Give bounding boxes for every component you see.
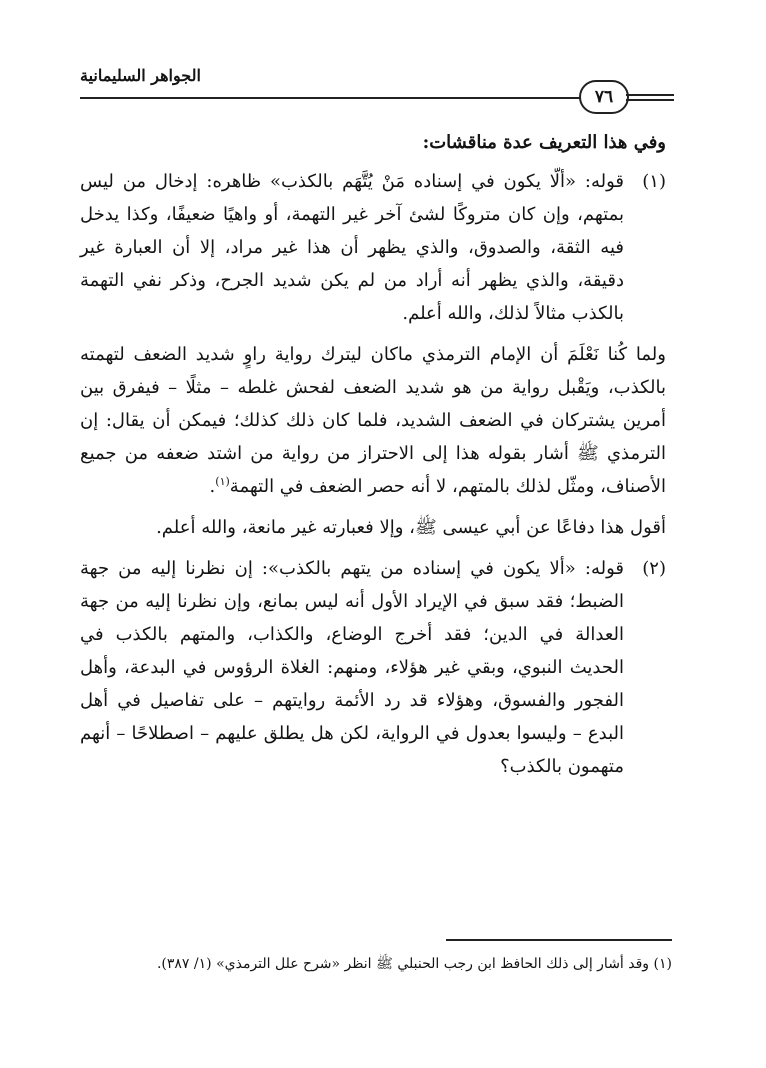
section-heading: وفي هذا التعريف عدة مناقشات: [422, 132, 666, 153]
footnote-text: وقد أشار إلى ذلك الحافظ ابن رجب الحنبلي ﷺ انظر «شرح علل الترمذي» (١/ ٣٨٧). [156, 956, 650, 972]
header-rule-right-top [626, 94, 674, 96]
header-rule-right-bottom [626, 99, 674, 101]
item-number: (١) [642, 171, 666, 192]
numbered-item-1 [80, 165, 666, 330]
main-text [80, 126, 666, 791]
header-rule [80, 97, 580, 99]
paragraph-1 [80, 338, 666, 503]
footnote-reference[interactable]: (١) [215, 475, 230, 488]
item-number: (٢) [642, 558, 666, 579]
paragraph-end: . [209, 476, 216, 497]
page-number-badge: ٧٦ [579, 80, 629, 114]
item-text: قوله: «ألا يكون في إسناده من يتهم بالكذب»: إن نظرنا إليه من جهة الضبط؛ فقد سبق في الإيراد الأول أنه ليس بمانع، وإن نظرنا إليه من جهة العدالة في الدين؛ فقد أخرج الوضاع، والكذاب، والمتهم بالكذب في الحديث النبوي، وبقي غير هؤلاء، ومنهم: الغلاة الرؤوس في البدعة، وأهل الفجور والفسوق، وهؤلاء قد رد الأئمة روايتهم – على تفاصيل في أهل البدع – وليسوا بعدول في الرواية، لكن هل يطلق عليهم – اصطلاحًا – أنهم متهمون بالكذب؟ [80, 558, 624, 777]
running-header-title: الجواهر السليمانية [80, 66, 201, 85]
footnote-number: (١) [653, 956, 672, 972]
paragraph-2: أقول هذا دفاعًا عن أبي عيسى ﷺ، وإلا فعبارته غير مانعة، والله أعلم. [156, 517, 666, 538]
footnote-1 [80, 950, 672, 978]
item-text: قوله: «ألّا يكون في إسناده مَنْ يُتَّهَم بالكذب» ظاهره: إدخال من ليس بمتهم، وإن كان متروكًا لشئ آخر غير التهمة، أو واهيًا ضعيفًا، وكذا يدخل فيه الثقة، والصدوق، والذي يظهر أن هذا غير مراد، إلا أن العبارة غير دقيقة، والذي يظهر أنه أراد من لم يكن شديد الجرح، وذكر نفي التهمة بالكذب مثالاً لذلك، والله أعلم. [80, 171, 624, 324]
footnote-separator [446, 939, 672, 941]
paragraph-text: ولما كُنا نَعْلَمَ أن الإمام الترمذي ماكان ليترك رواية راوٍ شديد الضعف لتهمته بالكذب، ويَقْبل رواية من هو شديد الضعف لفحش غلطه – مثلًا – فيفرق بين أمرين يشتركان في الضعف الشديد، فلما كان ذلك كذلك؛ فيمكن أن يقال: إن الترمذي ﷺ أشار بقوله هذا إلى الاحتراز من رواية من اشتد ضعفه من جميع الأصناف، ومثّل لذلك بالمتهم، لا أنه حصر الضعف في التهمة [80, 344, 666, 497]
numbered-item-2 [80, 552, 666, 783]
